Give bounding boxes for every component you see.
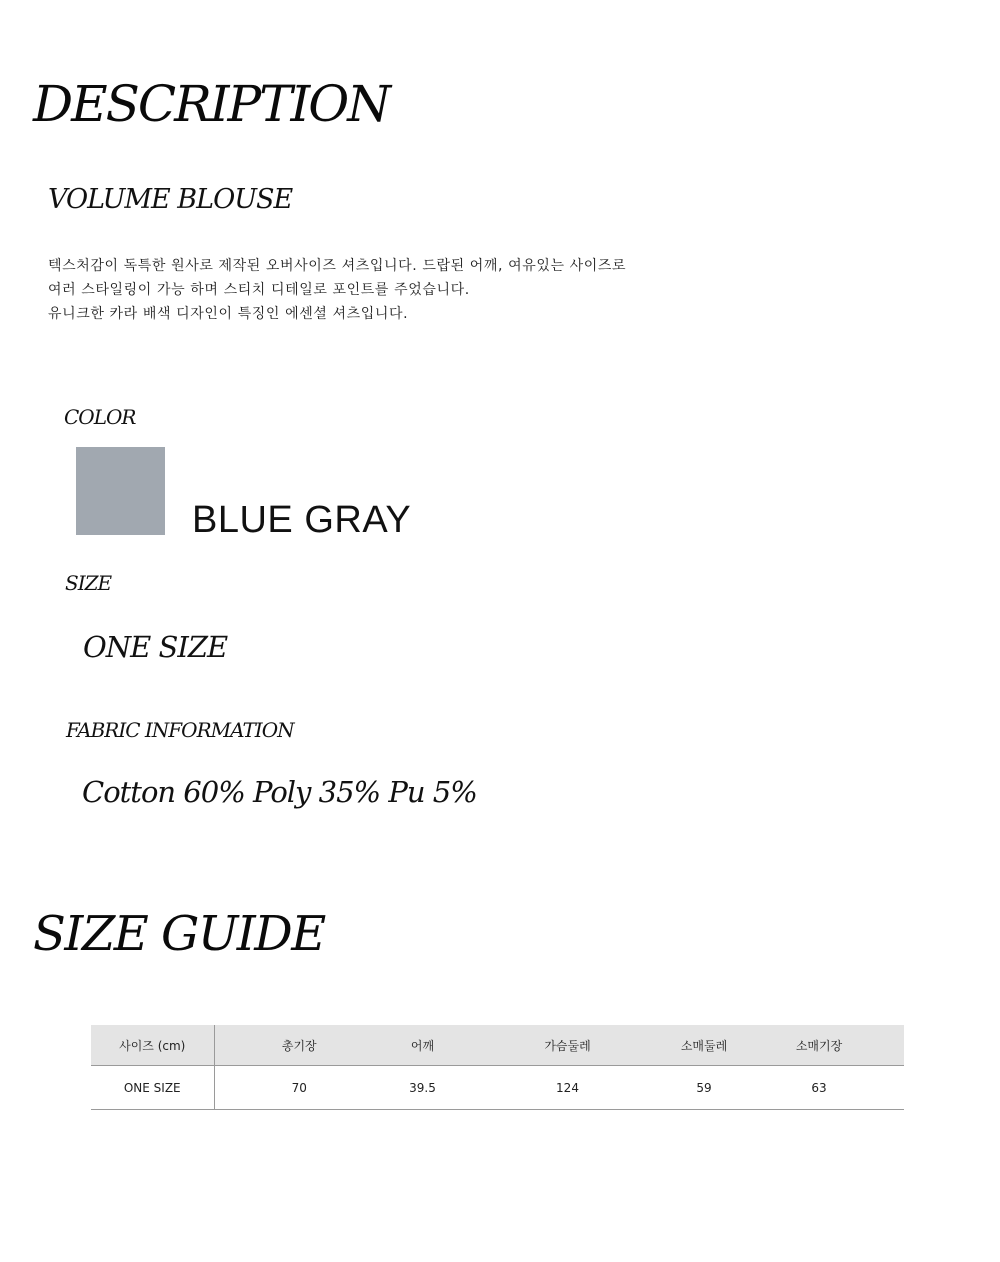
cell-total-length: 70	[214, 1066, 384, 1110]
header-sleeve-width: 소매둘레	[674, 1025, 734, 1066]
cell-shoulder: 39.5	[384, 1066, 461, 1110]
fabric-label: FABRIC INFORMATION	[66, 718, 294, 742]
color-name: BLUE GRAY	[192, 499, 412, 541]
cell-chest: 124	[461, 1066, 674, 1110]
table-row	[91, 1066, 904, 1110]
header-total-length: 총기장	[214, 1025, 384, 1066]
product-name: VOLUME BLOUSE	[48, 184, 293, 215]
header-size-cm: 사이즈 (cm)	[91, 1025, 214, 1066]
size-guide-heading: SIZE GUIDE	[33, 906, 325, 962]
cell-size: ONE SIZE	[91, 1066, 214, 1110]
header-sleeve-length: 소매기장	[734, 1025, 904, 1066]
description-line: 텍스처감이 독특한 원사로 제작된 오버사이즈 셔츠입니다. 드랍된 어깨, 여유있는 사이즈로	[48, 258, 627, 274]
size-label: SIZE	[65, 571, 112, 595]
description-heading: DESCRIPTION	[33, 75, 389, 133]
product-description	[48, 254, 626, 326]
description-line: 유니크한 카라 배색 디자인이 특징인 에센셜 셔츠입니다.	[48, 306, 409, 322]
header-shoulder: 어깨	[384, 1025, 461, 1066]
color-swatch	[76, 447, 165, 535]
fabric-value: Cotton 60% Poly 35% Pu 5%	[82, 775, 477, 809]
description-line: 여러 스타일링이 가능 하며 스티치 디테일로 포인트를 주었습니다.	[48, 282, 470, 298]
size-table	[91, 1025, 904, 1110]
cell-sleeve-length: 63	[734, 1066, 904, 1110]
size-table-header-row	[91, 1025, 904, 1066]
size-value: ONE SIZE	[83, 630, 228, 664]
header-chest: 가슴둘레	[461, 1025, 674, 1066]
cell-sleeve-width: 59	[674, 1066, 734, 1110]
color-label: COLOR	[64, 405, 136, 429]
